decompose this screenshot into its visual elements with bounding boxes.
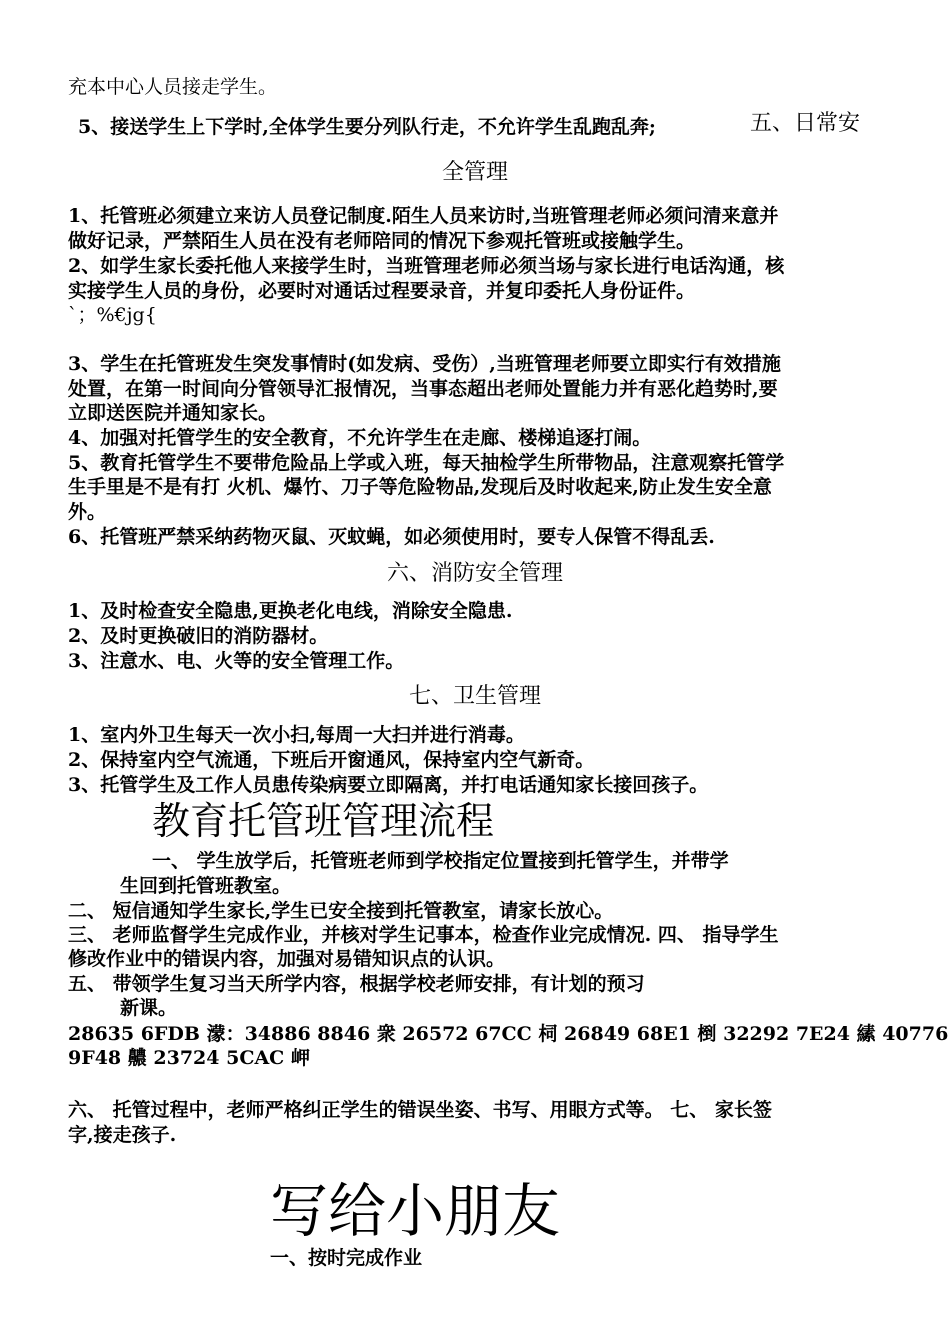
- text-line: 实接学生人员的身份，必要时对通话过程要录音，并复印委托人身份证件。: [68, 280, 696, 302]
- text-line: 五、 带领学生复习当天所学内容，根据学校老师安排，有计划的预习: [68, 973, 645, 995]
- section-heading: 全管理: [441, 160, 508, 185]
- text-line: 做好记录，严禁陌生人员在没有老师陪同的情况下参观托管班或接触学生。: [68, 230, 696, 252]
- text-line: 5、教育托管学生不要带危险品上学或入班，每天抽检学生所带物品，注意观察托管学: [68, 452, 785, 474]
- text-line: 4、加强对托管学生的安全教育，不允许学生在走廊、楼梯追逐打闹。: [68, 427, 652, 449]
- text-line: 生手里是不是有打 火机、爆竹、刀子等危险物品,发现后及时收起来,防止发生安全意: [68, 476, 772, 498]
- text-line: 处置，在第一时间向分管领导汇报情况，当事态超出老师处置能力并有恶化趋势时,要: [68, 378, 778, 400]
- text-line: `；%€jg{: [68, 304, 157, 326]
- text-line: 2、及时更换破旧的消防器材。: [68, 625, 329, 647]
- text-line: 1、及时检查安全隐患,更换老化电线，消除安全隐患.: [68, 600, 513, 622]
- text-line: 1、室内外卫生每天一次小扫,每周一大扫并进行消毒。: [68, 724, 525, 746]
- text-line: 5、接送学生上下学时,全体学生要分列队行走，不允许学生乱跑乱奔;: [78, 116, 656, 138]
- text-line: 新课。: [120, 997, 178, 1019]
- text-line: 二、 短信通知学生家长,学生已安全接到托管教室，请家长放心。: [68, 900, 614, 922]
- text-line: 3、托管学生及工作人员患传染病要立即隔离，并打电话通知家长接回孩子。: [68, 774, 709, 796]
- text-line: 3、注意水、电、火等的安全管理工作。: [68, 650, 405, 672]
- document-title: 写给小朋友: [270, 1177, 561, 1245]
- text-line: 6、托管班严禁采纳药物灭鼠、灭蚊蝇，如必须使用时，要专人保管不得乱丢.: [68, 526, 715, 548]
- text-line: 外。: [68, 501, 107, 523]
- text-line: 字,接走孩子.: [68, 1124, 177, 1146]
- section-heading: 五、日常安: [750, 111, 861, 136]
- text-line: 生回到托管班教室。: [120, 875, 292, 897]
- text-line: 3、学生在托管班发生突发事情时(如发病、受伤）,当班管理老师要立即实行有效措施: [68, 353, 781, 375]
- section-heading: 七、卫生管理: [408, 684, 541, 709]
- text-line: 28635 6FDB 濛：34886 8846 衆 26572 67CC 柌 26849 68E1 椡 32292 7E24 縤 40776: [68, 1023, 949, 1045]
- text-line: 2、如学生家长委托他人来接学生时，当班管理老师必须当场与家长进行电话沟通，核: [68, 255, 785, 277]
- text-line: 一、按时完成作业: [270, 1247, 423, 1269]
- text-line: 9F48 齈 23724 5CAC 岬: [68, 1047, 310, 1069]
- text-line: 三、 老师监督学生完成作业，并核对学生记事本，检查作业完成情况. 四、 指导学生: [68, 924, 779, 946]
- text-line: 1、托管班必须建立来访人员登记制度.陌生人员来访时,当班管理老师必须问清来意并: [68, 205, 779, 227]
- text-line: 六、 托管过程中，老师严格纠正学生的错误坐姿、书写、用眼方式等。 七、 家长签: [68, 1099, 772, 1121]
- text-line: 2、保持室内空气流通，下班后开窗通风，保持室内空气新奇。: [68, 749, 595, 771]
- section-heading: 六、消防安全管理: [386, 561, 563, 586]
- document-title: 教育托管班管理流程: [152, 799, 495, 843]
- text-line: 立即送医院并通知家长。: [68, 402, 278, 424]
- text-line: 一、 学生放学后，托管班老师到学校指定位置接到托管学生，并带学: [152, 850, 729, 872]
- text-line: 修改作业中的错误内容，加强对易错知识点的认识。: [68, 948, 506, 970]
- text-line: 充本中心人员接走学生。: [68, 76, 278, 98]
